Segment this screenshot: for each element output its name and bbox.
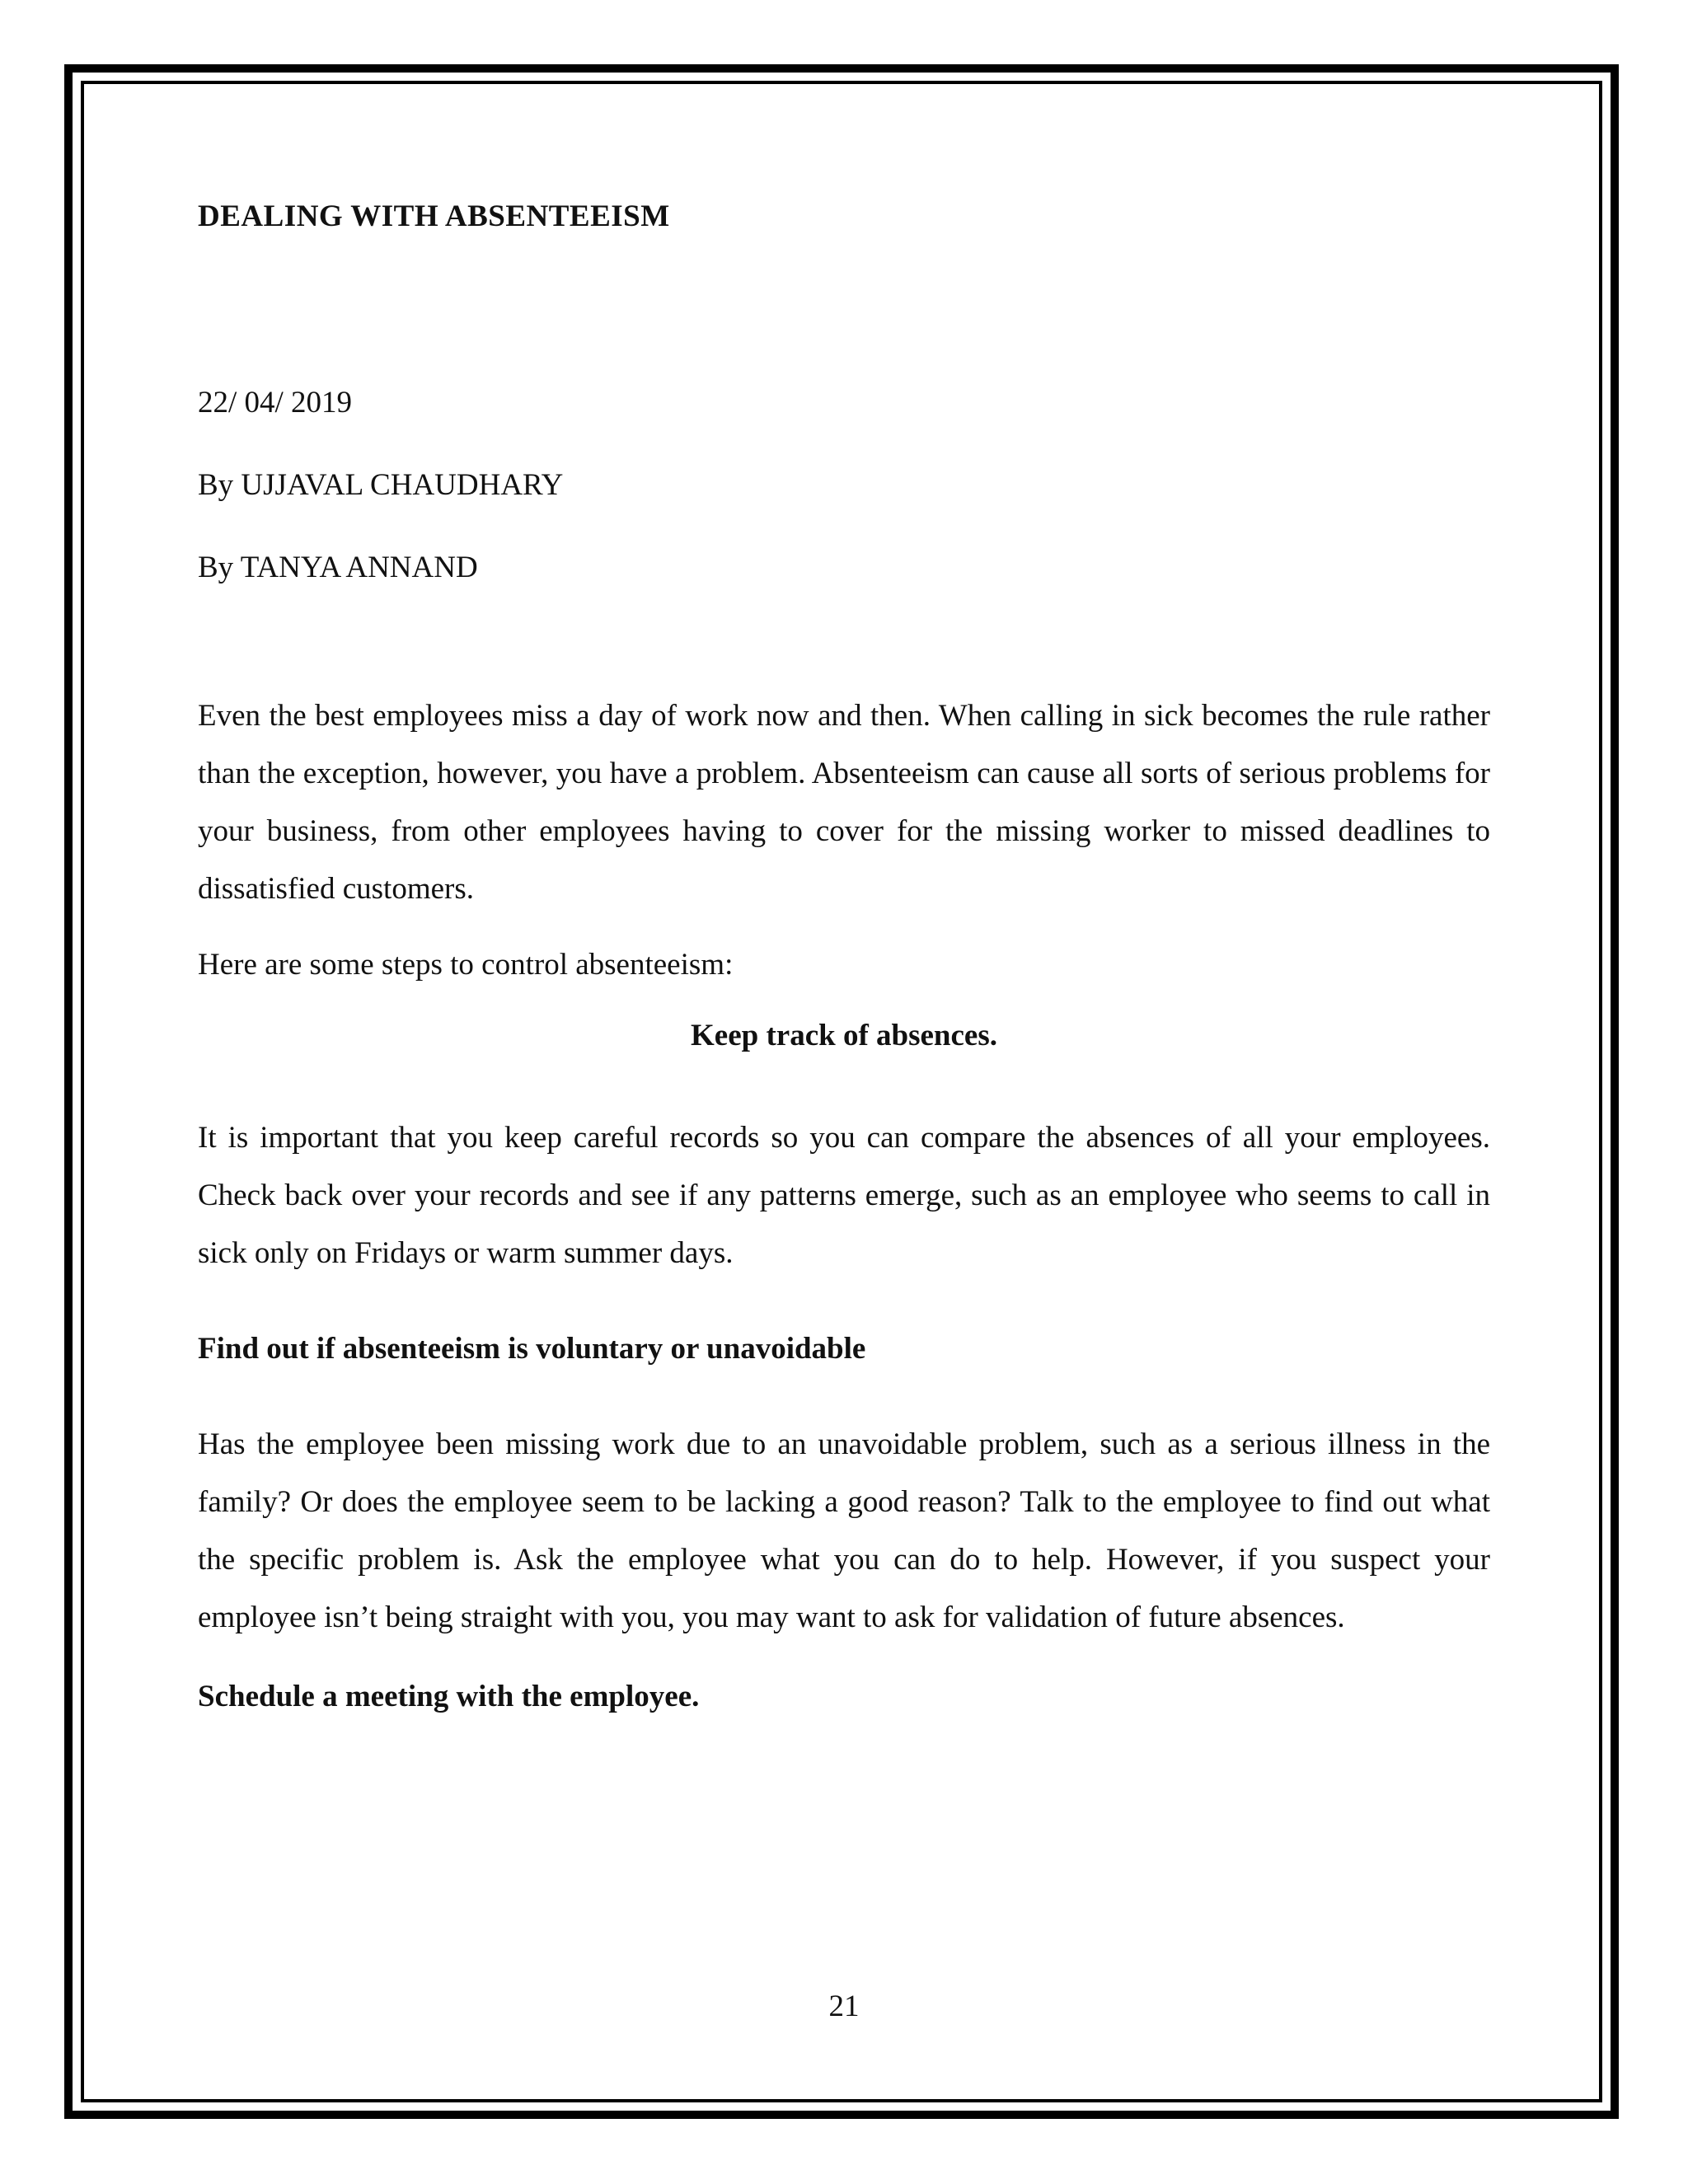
section-heading: Schedule a meeting with the employee. (198, 1680, 700, 1713)
document-title: DEALING WITH ABSENTEEISM (198, 199, 670, 233)
document-date: 22/ 04/ 2019 (198, 386, 353, 419)
steps-intro: Here are some steps to control absenteeism: (198, 948, 734, 982)
document-body (198, 196, 1490, 1718)
section-paragraph: It is important that you keep careful records so you can compare the absences of all your employees. Check back over your records and see if any patterns emerge, such as an employee who seems to call in sick only on Fridays or warm summer days. (198, 1121, 1490, 1270)
section-heading: Keep track of absences. (691, 1019, 997, 1052)
page-number: 21 (828, 1990, 860, 2023)
intro-paragraph: Even the best employees miss a day of work now and then. When calling in sick becomes the rule rather than the exception, however, you have a problem. Absenteeism can cause all sorts of serious problems for your business, from other employees having to cover for the missing worker to missed deadlines to dissatisfied customers. (198, 699, 1490, 906)
author-line: By TANYA ANNAND (198, 551, 478, 584)
section-heading: Find out if absenteeism is voluntary or unavoidable (198, 1332, 866, 1366)
author-line: By UJJAVAL CHAUDHARY (198, 468, 564, 502)
section-paragraph: Has the employee been missing work due to an unavoidable problem, such as a serious illness in the family? Or does the employee seem to be lacking a good reason? Talk to the employee to find out what the specific problem is. Ask the employee what you can do to help. However, if you suspect your employee isn’t being straight with you, you may want to ask for validation of future absences. (198, 1427, 1490, 1634)
